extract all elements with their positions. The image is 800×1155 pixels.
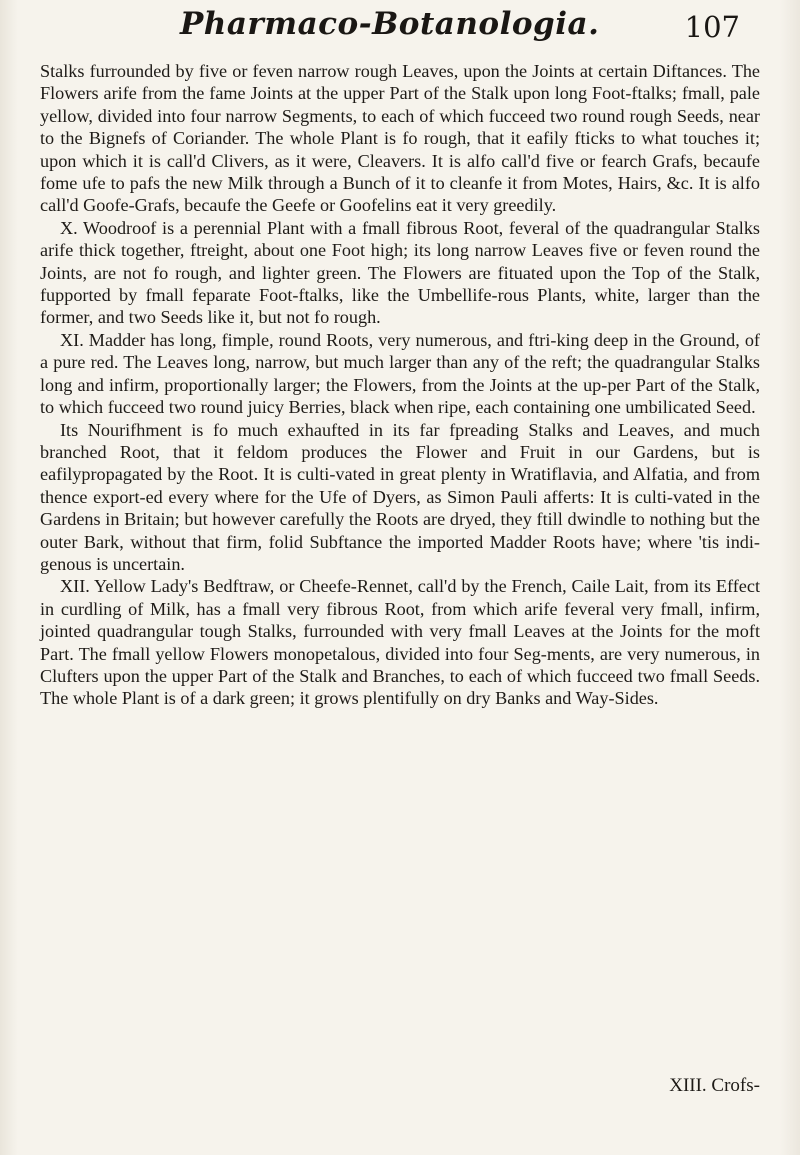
catchword: XIII. Crofs-	[669, 1075, 760, 1096]
paragraph-ladys-bedstraw: XII. Yellow Lady's Bedftraw, or Cheefe-Rennet, call'd by the French, Caile Lait, from its Effect in curdling of Milk, has a fmall very fibrous Root, from which arife feveral very fmall, infirm, jointed quadrangular tough Stalks, furrounded with very fmall Leaves at the Joints for the moft Part. The fmall yellow Flowers monopetalous, divided into four Seg-ments, are very numerous, in Clufters upon the upper Part of the Stalk and Branches, to each of which fucceed two fmall Seeds. The whole Plant is of a dark green; it grows plentifully on dry Banks and Way-Sides.	[40, 576, 760, 709]
page-number: 107	[684, 10, 740, 44]
page-header	[180, 6, 740, 50]
running-title: Pharmaco-Botanologia.	[180, 6, 600, 42]
body-text	[40, 60, 760, 710]
paragraph-madder-nourishment: Its Nourifhment is fo much exhaufted in its far fpreading Stalks and Leaves, and much branched Root, that it feldom produces the Flower and Fruit in our Gardens, but is eafilypropagated by the Root. It is culti-vated in great plenty in Wratiflavia, and Alfatia, and from thence export-ed every where for the Ufe of Dyers, as Simon Pauli afferts: It is culti-vated in the Gardens in Britain; but however carefully the Roots are dryed, they ftill dwindle to nothing but the outer Bark, without that firm, folid Subftance the imported Madder Roots have; where 'tis indi-genous is uncertain.	[40, 419, 760, 574]
paragraph-madder: XI. Madder has long, fimple, round Roots, very numerous, and ftri-king deep in the Ground, of a pure red. The Leaves long, narrow, but much larger than any of the reft; the quadrangular Stalks long and infirm, proportionally larger; the Flowers, from the Joints at the up-per Part of the Stalk, to which fucceed two round juicy Berries, black when ripe, each containing one umbilicated Seed.	[40, 329, 760, 418]
paragraph-woodroof: X. Woodroof is a perennial Plant with a fmall fibrous Root, feveral of the quadrangular Stalks arife thick together, ftreight, about one Foot high; its long narrow Leaves five or feven round the Joints, are not fo rough, and lighter green. The Flowers are fituated upon the Top of the Stalk, fupported by fmall feparate Foot-ftalks, like the Umbellife-rous Plants, white, larger than the former, and two Seeds like it, but not fo rough.	[40, 217, 760, 328]
paragraph-clivers-continued: Stalks furrounded by five or feven narrow rough Leaves, upon the Joints at certain Diftances. The Flowers arife from the fame Joints at the upper Part of the Stalk upon long Foot-ftalks; fmall, pale yellow, divided into four narrow Segments, to each of which fucceed two round rough Seeds, near to the Bignefs of Coriander. The whole Plant is fo rough, that it eafily fticks to what touches it; upon which it is call'd Clivers, as it were, Cleavers. It is alfo call'd five or fearch Grafs, becaufe fome ufe to pafs the new Milk through a Bunch of it to cleanfe it from Motes, Hairs, &c. It is alfo call'd Goofe-Grafs, becaufe the Geefe or Goofelins eat it very greedily.	[40, 61, 760, 216]
